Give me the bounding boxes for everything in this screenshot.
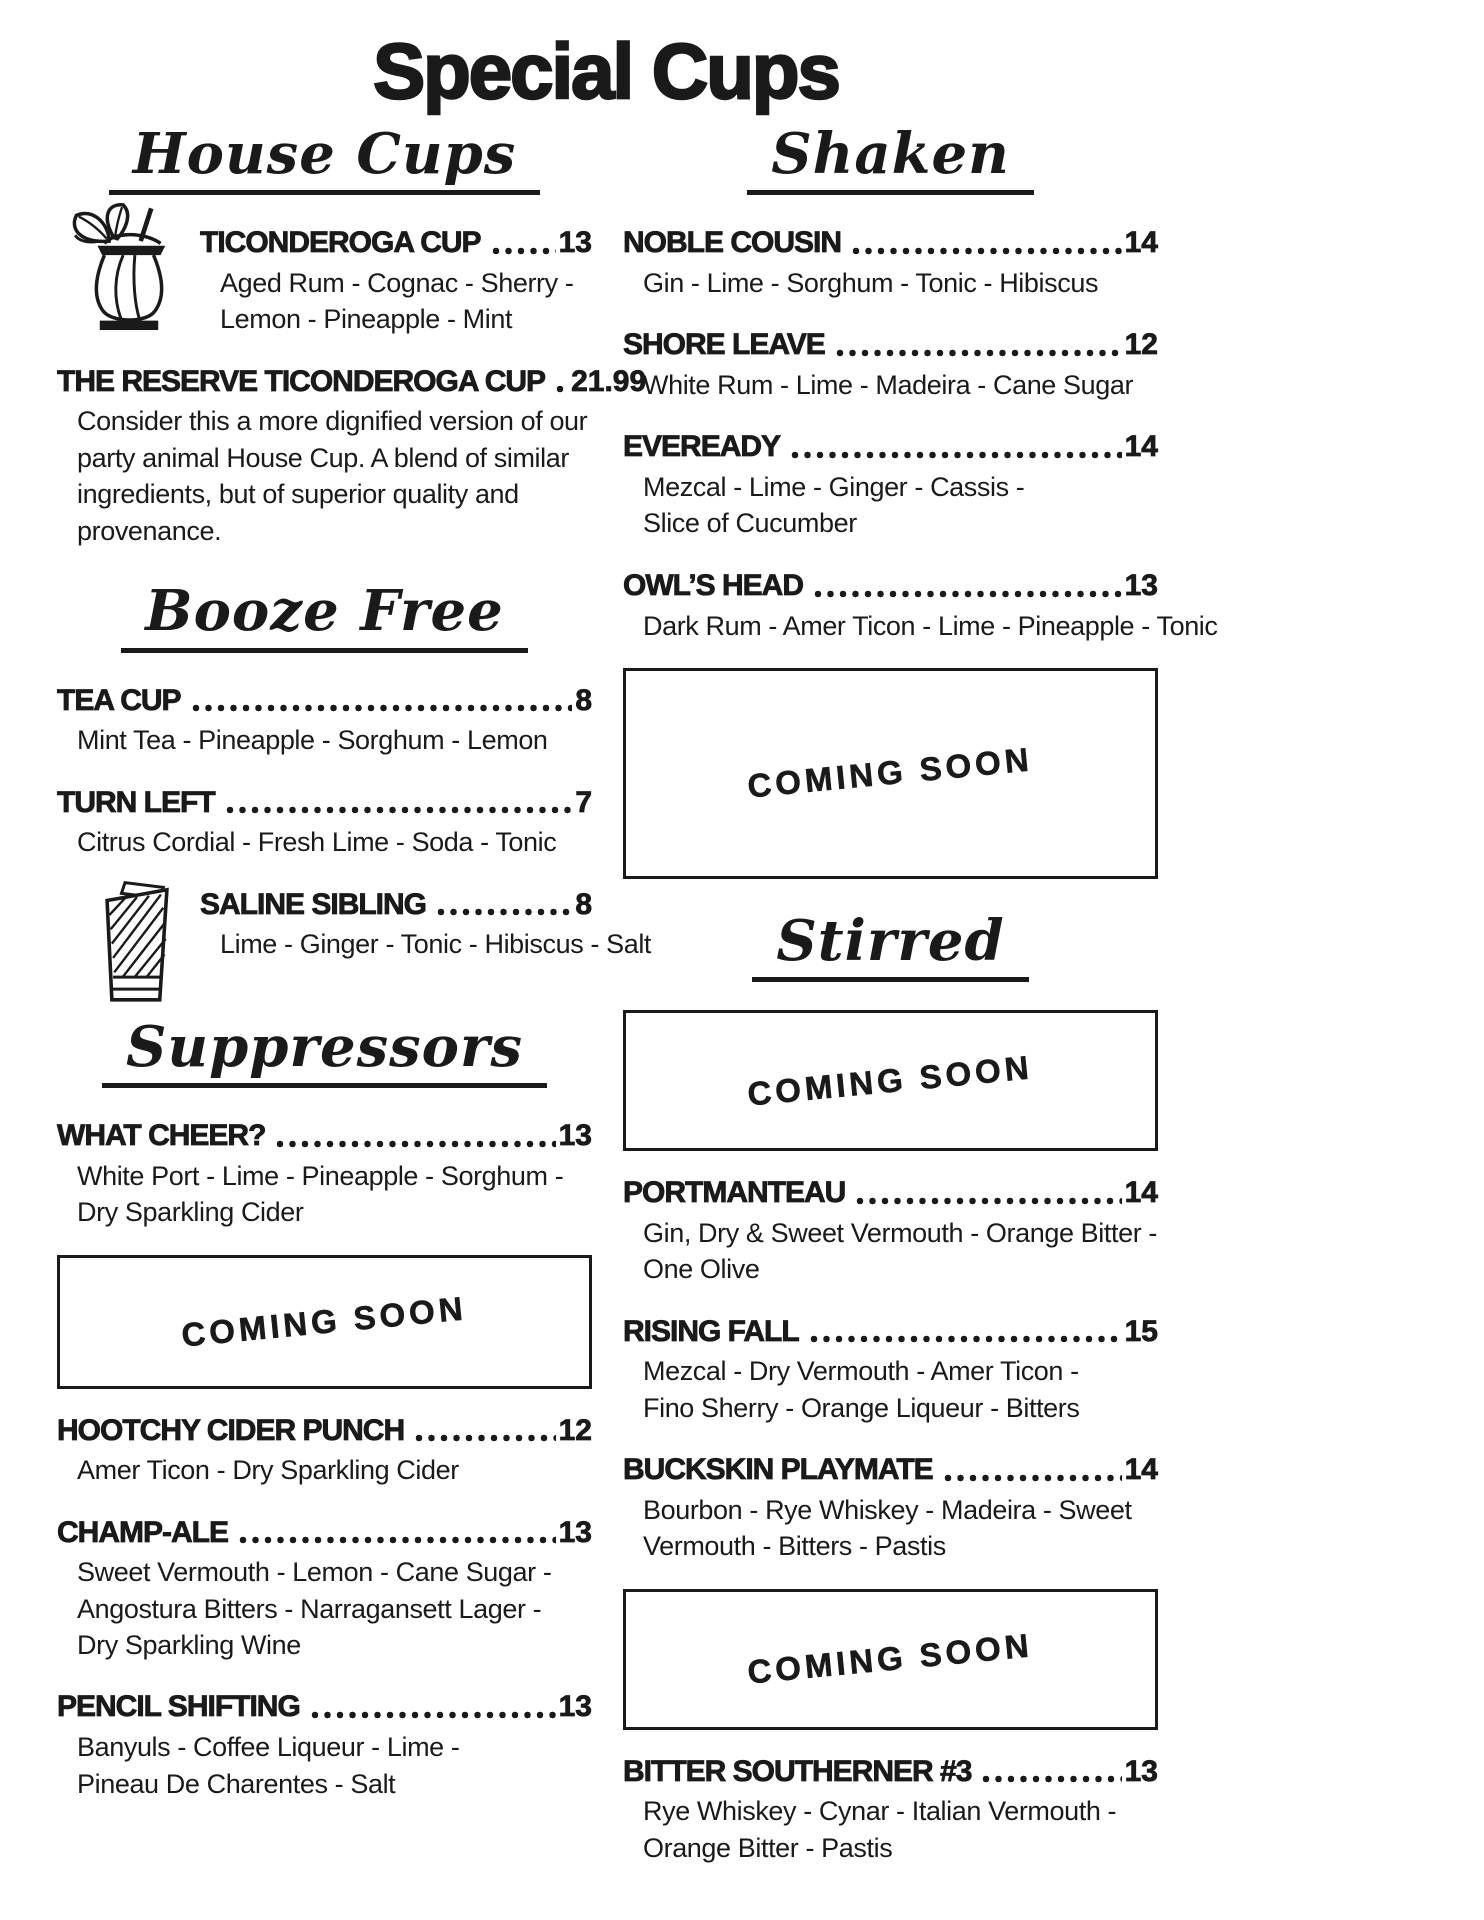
item-price: 13: [558, 1690, 592, 1724]
item-name: BITTER SOUTHERNER #3: [623, 1754, 972, 1788]
dotted-leader: [834, 349, 1122, 357]
item-desc-line: Bourbon - Rye Whiskey - Madeira - Sweet: [643, 1494, 1132, 1525]
item-desc-line: Sweet Vermouth - Lemon - Cane Sugar -: [77, 1557, 552, 1588]
coming-soon-label: COMING SOON: [180, 1288, 469, 1354]
section-heading-shaken: [623, 122, 1158, 195]
menu-item: [200, 223, 592, 337]
menu-item: [57, 1116, 592, 1230]
item-desc-line: Fino Sherry - Orange Liqueur - Bitters: [643, 1392, 1080, 1423]
item-desc-line: ingredients, but of superior quality and: [77, 479, 519, 510]
item-desc-line: Aged Rum - Cognac - Sherry -: [220, 267, 574, 298]
item-desc-line: Dry Sparkling Wine: [77, 1630, 301, 1661]
coming-soon-box: [623, 668, 1158, 879]
item-price: 12: [558, 1413, 592, 1447]
item-desc-line: provenance.: [77, 515, 222, 546]
menu-item: [57, 681, 592, 759]
section-heading-house-cups: [57, 122, 592, 195]
heading-text: Booze Free: [121, 579, 528, 652]
item-desc-line: One Olive: [643, 1254, 760, 1285]
menu-item: [57, 1411, 592, 1489]
item-desc-line: Banyuls - Coffee Liqueur - Lime -: [77, 1732, 460, 1763]
dotted-leader: [812, 590, 1122, 598]
menu-item: [57, 783, 592, 861]
item-name: HOOTCHY CIDER PUNCH: [57, 1413, 405, 1447]
heading-text: Suppressors: [102, 1015, 547, 1088]
item-price: 7: [575, 785, 592, 819]
dotted-leader: [274, 1140, 555, 1148]
item-name: RISING FALL: [623, 1314, 799, 1348]
heading-text: House Cups: [109, 122, 541, 195]
menu-item: [623, 427, 1158, 541]
item-price: 15: [1124, 1314, 1158, 1348]
dotted-leader: [554, 385, 568, 393]
item-desc-line: Dry Sparkling Cider: [77, 1197, 304, 1228]
item-name: PORTMANTEAU: [623, 1176, 846, 1210]
item-price: 8: [575, 887, 592, 921]
page-title: Special Cups: [373, 27, 839, 115]
heading-text: Shaken: [747, 122, 1034, 195]
column-left: [57, 118, 652, 1826]
item-desc-line: Orange Bitter - Pastis: [643, 1832, 893, 1863]
item-desc-line: Angostura Bitters - Narragansett Lager -: [77, 1593, 542, 1624]
item-desc-line: Consider this a more dignified version of our: [77, 406, 588, 437]
dotted-leader: [309, 1711, 556, 1719]
item-desc-line: Mezcal - Dry Vermouth - Amer Ticon -: [643, 1356, 1079, 1387]
menu-item: [57, 1513, 592, 1664]
item-desc-line: Mezcal - Lime - Ginger - Cassis -: [643, 472, 1025, 503]
dotted-leader: [224, 806, 573, 814]
item-desc-line: Mint Tea - Pineapple - Sorghum - Lemon: [77, 725, 548, 756]
item-price: 13: [558, 1515, 592, 1549]
coming-soon-label: COMING SOON: [746, 1626, 1035, 1691]
item-price: 14: [1124, 1453, 1158, 1487]
item-price: 14: [1124, 1176, 1158, 1210]
menu-item: [623, 1450, 1158, 1564]
item-name: TURN LEFT: [57, 785, 215, 819]
item-desc-line: Dark Rum - Amer Ticon - Lime - Pineapple - Tonic: [643, 610, 1218, 641]
item-price: 13: [1124, 1754, 1158, 1788]
item-desc-line: party animal House Cup. A blend of similar: [77, 442, 569, 473]
coming-soon-label: COMING SOON: [746, 740, 1035, 806]
dotted-leader: [435, 908, 572, 916]
coming-soon-box: [623, 1010, 1158, 1151]
item-name: THE RESERVE TICONDEROGA CUP: [57, 364, 546, 398]
item-price: 14: [1124, 430, 1158, 464]
item-price: 12: [1124, 328, 1158, 362]
menu-item: [623, 1312, 1158, 1426]
item-desc-line: Amer Ticon - Dry Sparkling Cider: [77, 1455, 459, 1486]
item-name: TICONDEROGA CUP: [200, 226, 481, 260]
item-desc-line: Vermouth - Bitters - Pastis: [643, 1531, 946, 1562]
menu-item: [623, 1752, 1158, 1866]
section-heading-suppressors: [57, 1015, 592, 1088]
dotted-leader: [190, 704, 573, 712]
item-desc-line: White Port - Lime - Pineapple - Sorghum -: [77, 1160, 564, 1191]
item-price: 8: [575, 683, 592, 717]
menu-item: [623, 325, 1158, 403]
item-name: WHAT CHEER?: [57, 1119, 266, 1153]
item-desc-line: Lemon - Pineapple - Mint: [220, 304, 513, 335]
dotted-leader: [413, 1434, 555, 1442]
item-name: NOBLE COUSIN: [623, 226, 842, 260]
item-desc-line: Slice of Cucumber: [643, 508, 857, 539]
item-name: BUCKSKIN PLAYMATE: [623, 1453, 933, 1487]
menu-item: [623, 223, 1158, 301]
menu-item: [57, 1687, 592, 1801]
dotted-leader: [942, 1474, 1122, 1482]
item-name: SHORE LEAVE: [623, 328, 825, 362]
dotted-leader: [808, 1335, 1122, 1343]
item-price: 13: [1124, 568, 1158, 602]
item-name: PENCIL SHIFTING: [57, 1690, 300, 1724]
menu-item: [623, 566, 1218, 644]
item-name: EVEREADY: [623, 430, 781, 464]
dotted-leader: [854, 1197, 1121, 1205]
dotted-leader: [980, 1775, 1121, 1783]
dotted-leader: [237, 1536, 556, 1544]
coming-soon-box: [623, 1589, 1158, 1730]
column-right: [623, 118, 1218, 1890]
item-desc-line: Lime - Ginger - Tonic - Hibiscus - Salt: [220, 929, 652, 960]
dotted-leader: [850, 247, 1122, 255]
item-desc-line: Pineau De Charentes - Salt: [77, 1768, 396, 1799]
item-desc-line: Gin - Lime - Sorghum - Tonic - Hibiscus: [643, 267, 1099, 298]
menu-item: [623, 1173, 1158, 1287]
dotted-leader: [490, 247, 556, 255]
item-price: 14: [1124, 226, 1158, 260]
item-desc-line: Gin, Dry & Sweet Vermouth - Orange Bitter -: [643, 1217, 1157, 1248]
section-heading-booze-free: [57, 579, 592, 652]
highball-glass-icon: [96, 879, 178, 1013]
item-desc-line: White Rum - Lime - Madeira - Cane Sugar: [643, 370, 1134, 401]
tiki-cup-icon: [64, 199, 194, 351]
coming-soon-box: [57, 1255, 592, 1389]
menu-item: [200, 885, 652, 963]
dotted-leader: [789, 451, 1122, 459]
section-heading-stirred: [623, 909, 1158, 982]
item-name: OWL’S HEAD: [623, 568, 804, 602]
item-name: CHAMP-ALE: [57, 1515, 228, 1549]
item-desc-line: Citrus Cordial - Fresh Lime - Soda - Tonic: [77, 827, 557, 858]
item-name: SALINE SIBLING: [200, 887, 427, 921]
coming-soon-label: COMING SOON: [746, 1048, 1035, 1113]
item-desc-line: Rye Whiskey - Cynar - Italian Vermouth -: [643, 1796, 1117, 1827]
item-price: 21.99: [571, 364, 647, 398]
item-price: 13: [558, 1119, 592, 1153]
heading-text: Stirred: [752, 909, 1028, 982]
item-price: 13: [558, 226, 592, 260]
menu-item: [57, 362, 647, 549]
item-name: TEA CUP: [57, 683, 181, 717]
